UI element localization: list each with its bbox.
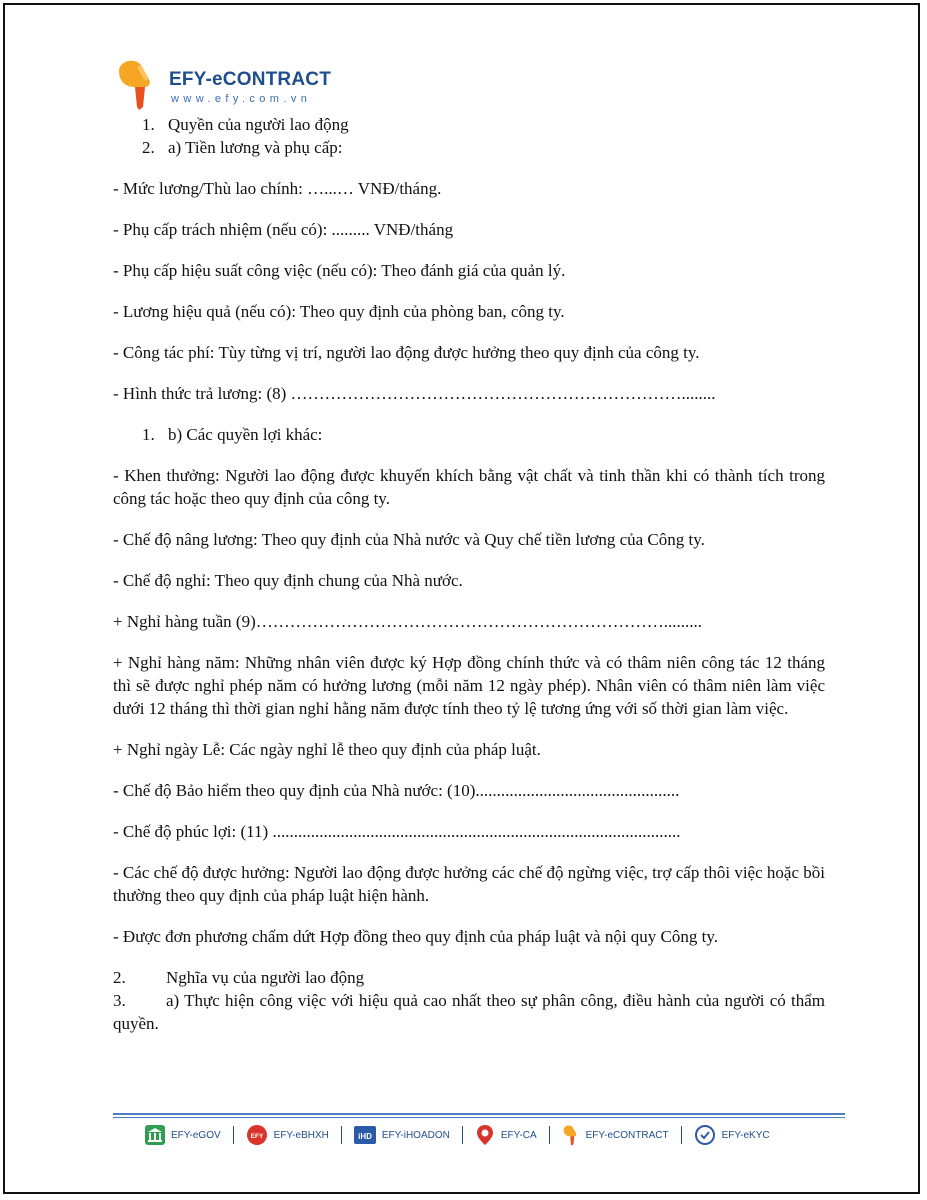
footer-item-ihoadon: iHD EFY-iHOADON <box>354 1125 450 1145</box>
footer-item-ebhxh: EFY EFY-eBHXH <box>246 1124 329 1146</box>
footer-separator <box>681 1126 682 1144</box>
pen-nib-icon <box>562 1124 580 1146</box>
footer-item-ekyc: EFY-eKYC <box>694 1124 770 1146</box>
footer-item-econtract: EFY-eCONTRACT <box>562 1124 669 1146</box>
paragraph-khen-thuong: - Khen thưởng: Người lao động được khuyến khích bằng vật chất và tinh thần khi có thành tích trong công tác hoặc theo quy định của công ty. <box>113 466 825 508</box>
logo-title: EFY-eCONTRACT <box>169 69 331 90</box>
footer-separator <box>462 1126 463 1144</box>
paragraph-bao-hiem: - Chế độ Bảo hiểm theo quy định của Nhà nước: (10)................................................ <box>113 781 680 800</box>
paragraph-phuc-loi: - Chế độ phúc lợi: (11) ................................................................................................ <box>113 822 681 841</box>
footer-separator <box>233 1126 234 1144</box>
face-scan-icon <box>694 1124 716 1146</box>
footer-product-bar <box>145 1122 825 1148</box>
footer-divider <box>113 1113 845 1115</box>
efy-econtract-logo <box>115 57 355 113</box>
paragraph-nang-luong: - Chế độ nâng lương: Theo quy định của Nhà nước và Quy chế tiền lương của Công ty. <box>113 530 705 549</box>
location-pin-icon <box>475 1124 495 1146</box>
paragraph-don-phuong-cham-dut: - Được đơn phương chấm dứt Hợp đồng theo quy định của pháp luật và nội quy Công ty. <box>113 927 718 946</box>
svg-text:iHD: iHD <box>357 1132 372 1141</box>
document-body <box>113 113 825 1035</box>
paragraph-nghi-hang-tuan: + Nghỉ hàng tuần (9)………………………………………………………………......... <box>113 612 702 631</box>
paragraph-che-do-nghi: - Chế độ nghỉ: Theo quy định chung của Nhà nước. <box>113 571 463 590</box>
ihd-badge-icon <box>354 1125 376 1145</box>
list-item-thuc-hien-cong-viec: 3. a) Thực hiện công việc với hiệu quả cao nhất theo sự phân công, điều hành của người có thẩm quyền. <box>113 991 825 1033</box>
footer-separator <box>549 1126 550 1144</box>
list-item-nghia-vu: 2. Nghĩa vụ của người lao động <box>113 968 365 987</box>
paragraph-luong-hieu-qua: - Lương hiệu quả (nếu có): Theo quy định của phòng ban, công ty. <box>113 302 565 321</box>
footer-separator <box>341 1126 342 1144</box>
logo-url: www.efy.com.vn <box>171 93 312 105</box>
paragraph-nghi-ngay-le: + Nghỉ ngày Lễ: Các ngày nghỉ lễ theo quy định của pháp luật. <box>113 740 541 759</box>
list-item-tien-luong: 2. a) Tiền lương và phụ cấp: <box>142 138 343 157</box>
pen-nib-logo-icon <box>115 57 159 111</box>
efy-badge-icon <box>246 1124 268 1146</box>
paragraph-phu-cap-trach-nhiem: - Phụ cấp trách nhiệm (nếu có): ......... VNĐ/tháng <box>113 220 454 239</box>
paragraph-muc-luong: - Mức lương/Thù lao chính: …...… VNĐ/tháng. <box>113 179 442 198</box>
paragraph-phu-cap-hieu-suat: - Phụ cấp hiệu suất công việc (nếu có): Theo đánh giá của quản lý. <box>113 261 566 280</box>
paragraph-nghi-hang-nam: + Nghỉ hàng năm: Những nhân viên được ký Hợp đồng chính thức và có thâm niên công tác 12 tháng thì sẽ được nghỉ phép năm có hưởng lương (mỗi năm 12 ngày phép). Nhân viên có thâm niên làm việc dưới 12 tháng thì thời gian nghỉ hằng năm được tính theo tỷ lệ tương ứng với số thời gian làm việc. <box>113 653 825 718</box>
footer-item-ca: EFY-CA <box>475 1124 537 1146</box>
svg-text:EFY: EFY <box>250 1133 263 1140</box>
document-page <box>3 3 920 1194</box>
footer-divider-thin <box>113 1117 845 1118</box>
paragraph-che-do-duoc-huong: - Các chế độ được hưởng: Người lao động được hưởng các chế độ ngừng việc, trợ cấp thôi việc hoặc bồi thường theo quy định của pháp luật hiện hành. <box>113 863 825 905</box>
list-item-quyen-loi-khac: 1. b) Các quyền lợi khác: <box>142 425 323 444</box>
footer-item-egov: EFY-eGOV <box>145 1125 221 1145</box>
government-building-icon <box>145 1125 165 1145</box>
paragraph-cong-tac-phi: - Công tác phí: Tùy từng vị trí, người lao động được hưởng theo quy định của công ty. <box>113 343 700 362</box>
paragraph-hinh-thuc-tra-luong: - Hình thức trả lương: (8) ……………………………………………………………........ <box>113 384 716 403</box>
list-item-quyen: 1. Quyền của người lao động <box>142 115 349 134</box>
